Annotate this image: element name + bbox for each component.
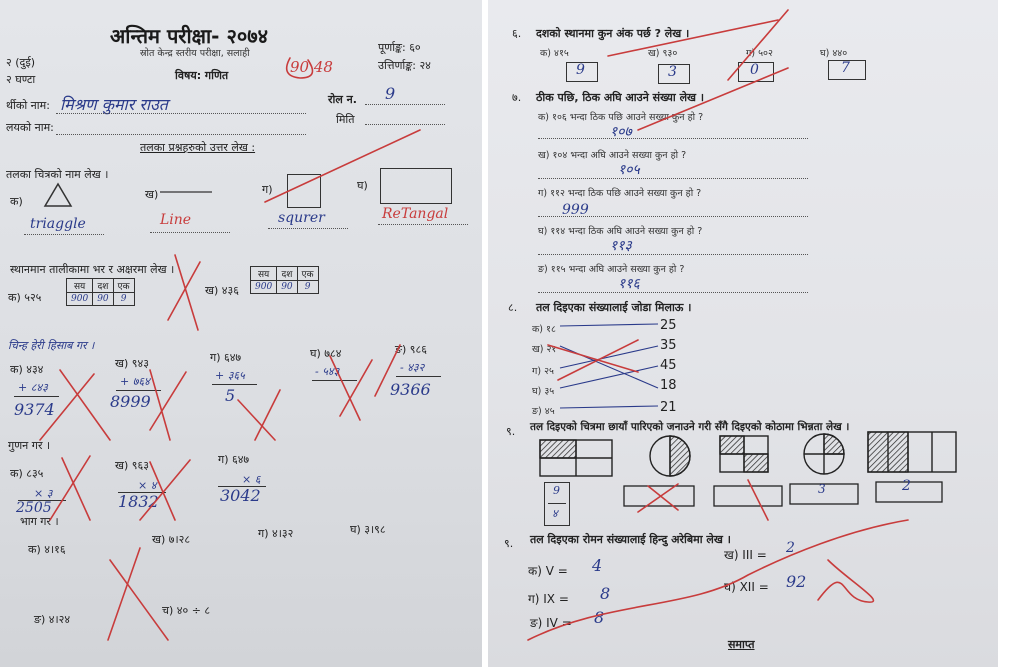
q6-option-a: क) ४१५ (540, 48, 569, 59)
q3-answer-c: 5 (225, 386, 236, 405)
q8-left-a: क) १८ (532, 324, 556, 335)
fraction-figure-1 (540, 440, 612, 476)
q7-question-a: क) १०६ भन्दा ठिक पछि आउने सख्या कुन हो ? (538, 112, 704, 123)
q6-prompt: दशको स्थानमा कुन अंक पर्छ ? लेख । (536, 27, 690, 40)
q3-op-e: - ४३२ (400, 361, 425, 374)
q7-answer-b: १०५ (618, 162, 640, 178)
exam-subtitle: स्रोत केन्द्र स्तरीय परीक्षा, सलाही (140, 48, 250, 59)
q2-label-b: ख) ४३६ (205, 284, 239, 297)
q8-left-c: ग) २५ (532, 366, 554, 377)
pv-header: एक (113, 279, 134, 293)
place-value-table-b (250, 266, 319, 294)
q3-problem-b: ख) ९४३ (115, 357, 149, 370)
q5-problem-c: ग) ४।३२ (258, 527, 294, 540)
score-mark: 90 48 (290, 58, 333, 76)
q3-prompt: चिन्ह हेरी हिसाब गर । (8, 339, 95, 352)
q8-prompt: तल दिइएका संख्यालाई जोडा मिलाऊ । (536, 301, 692, 314)
q7-answer-a: १०७ (610, 124, 632, 140)
roll-label: रोल न. (328, 93, 357, 106)
fraction-figure-2 (650, 436, 690, 476)
pv-header: दश (93, 279, 113, 293)
q10-answer-c: 8 (600, 584, 611, 603)
q4-op-c: × ६ (242, 473, 261, 486)
q10-label-e: ङ) IV = (530, 616, 572, 630)
place-value-table-a (66, 278, 135, 306)
date-label: मिति (336, 113, 355, 126)
q5-problem-d: घ) ३।९८ (350, 523, 386, 536)
end-label: समाप्त (728, 638, 755, 651)
pv-cell: 90 (93, 293, 113, 306)
school-label: लयको नाम: (6, 121, 54, 134)
q1-label-a: क) (10, 195, 23, 208)
q4-answer-a: 2505 (16, 500, 52, 516)
q10-answer-a: 4 (592, 556, 603, 575)
q6-option-d: घ) ४४० (820, 48, 848, 59)
q7-question-b: ख) १०४ भन्दा अघि आउने सख्या कुन हो ? (538, 150, 687, 161)
q8-number: ८. (508, 301, 518, 314)
q7-prompt: ठीक पछि, ठिक अघि आउने संख्या लेख । (536, 91, 705, 104)
q10-label-d: घ) XII = (724, 580, 769, 594)
class-label: २ (दुई) (6, 56, 36, 69)
pv-cell: 9 (113, 293, 134, 306)
rectangle-shape (380, 168, 452, 204)
pv-header: सय (251, 267, 277, 281)
q6-option-b: ख) ९३० (648, 48, 678, 59)
q9-prompt: तल दिइएको चित्रमा छायाँ पारिएको जनाउने गरी सँगै दिइएको कोठामा भिन्नता लेख । (530, 421, 850, 433)
q6-answer-d: 7 (841, 60, 850, 76)
q4-op-a: × ३ (34, 487, 53, 500)
square-shape (287, 174, 321, 208)
q4-problem-b: ख) ९६३ (115, 459, 149, 472)
q4-answer-b: 1832 (118, 492, 159, 511)
q7-answer-c: 999 (562, 202, 589, 218)
q5-problem-a: क) ४।१६ (28, 543, 66, 556)
q3-answer-a: 9374 (14, 400, 55, 419)
fraction-figure-4 (804, 434, 844, 474)
q6-answer-c: 0 (750, 62, 759, 78)
q8-right-5: 21 (660, 400, 677, 415)
pv-cell: 9 (297, 281, 318, 294)
q10-number: ९. (504, 537, 514, 550)
left-exam-page (0, 0, 482, 667)
q10-answer-d: 92 (786, 572, 807, 591)
student-name-label: र्थीको नाम: (6, 99, 50, 112)
q1-answer-d: ReTangal (382, 206, 449, 222)
q8-right-4: 18 (660, 378, 677, 393)
q6-box-c (738, 62, 774, 82)
q3-problem-c: ग) ६४७ (210, 351, 242, 364)
q7-question-d: घ) ११४ भन्दा ठिक अघि आउने सख्या कुन हो ? (538, 226, 703, 237)
q1-prompt: तलका चित्रको नाम लेख । (6, 168, 109, 181)
q9-fraction-bottom: ४ (552, 507, 558, 520)
q7-question-e: ङ) ११५ भन्दा अघि आउने सख्या कुन हो ? (538, 264, 685, 275)
q1-answer-c: squrer (278, 210, 325, 226)
q4-answer-c: 3042 (220, 486, 261, 505)
pv-header: सय (67, 279, 93, 293)
q3-op-c: + ३६५ (215, 369, 245, 382)
q3-op-a: + ८४३ (18, 381, 48, 394)
q8-left-b: ख) २१ (532, 344, 557, 355)
q9-answer-box-3 (714, 486, 782, 506)
pv-cell: 900 (251, 281, 277, 294)
q5-problem-b: ख) ७।२८ (152, 533, 191, 546)
q3-problem-a: क) ४३४ (10, 363, 44, 376)
q1-answer-a: triaggle (30, 216, 86, 232)
fraction-figure-5 (868, 432, 956, 472)
q7-number: ७. (512, 91, 522, 104)
pass-marks: उत्तिर्णाङ्क: २४ (378, 59, 431, 72)
q10-answer-e: 8 (594, 608, 605, 627)
q6-box-a (566, 62, 598, 82)
full-marks: पूर्णाङ्क: ६० (378, 41, 421, 54)
q3-answer-e: 9366 (390, 380, 431, 399)
q10-label-b: ख) III = (724, 548, 767, 562)
instruction-heading: तलका प्रश्नहरुको उत्तर लेख : (140, 141, 256, 154)
time-label: २ घण्टा (6, 73, 36, 86)
q3-problem-e: ङ) ९८६ (395, 343, 427, 356)
q2-prompt: स्थानमान तालीकामा भर र अक्षरमा लेख । (10, 263, 175, 276)
q6-answer-b: 3 (668, 64, 677, 80)
q10-label-a: क) V = (528, 564, 568, 578)
q6-number: ६. (512, 27, 522, 40)
student-name-value: मिश्रण कुमार राउत (60, 95, 168, 114)
q1-label-b: ख) (145, 188, 159, 201)
q8-right-3: 45 (660, 358, 677, 373)
q1-answer-b: Line (160, 212, 192, 228)
pv-header: एक (297, 267, 318, 281)
q4-problem-c: ग) ६४७ (218, 453, 250, 466)
q7-answer-d: ११३ (610, 238, 632, 254)
q5-problem-e: ङ) ४।२४ (34, 613, 71, 626)
q2-label-a: क) ५२५ (8, 291, 42, 304)
q6-box-d (828, 60, 866, 80)
triangle-shape (45, 184, 71, 206)
q9-answer-5: 2 (902, 478, 911, 494)
q10-prompt: तल दिइएका रोमन संख्यालाई हिन्दु अरेबिमा लेख । (530, 533, 731, 546)
q9-answer-4: 3 (818, 482, 826, 496)
q3-op-b: + ७६४ (120, 375, 150, 388)
q6-box-b (658, 64, 690, 84)
q5-prompt: भाग गर । (20, 515, 59, 528)
q1-label-c: ग) (262, 183, 273, 196)
q3-problem-d: घ) ७८४ (310, 347, 342, 360)
pv-cell: 90 (277, 281, 297, 294)
q9-number: ९. (506, 425, 516, 438)
fraction-figure-3 (720, 436, 768, 472)
pv-cell: 900 (67, 293, 93, 306)
q8-right-1: 25 (660, 318, 677, 333)
q4-op-b: × ४ (138, 479, 157, 492)
q6-option-c: ग) ५०२ (746, 48, 773, 59)
q5-problem-f: च) ४० ÷ ८ (162, 604, 211, 617)
q8-left-d: घ) ३५ (532, 386, 555, 397)
q10-label-c: ग) IX = (528, 592, 569, 606)
q10-answer-b: 2 (786, 540, 795, 556)
q4-prompt: गुणन गर । (8, 439, 51, 452)
exam-title: अन्तिम परीक्षा- २०७४ (110, 24, 269, 48)
q6-answer-a: 9 (576, 62, 585, 78)
pv-header: दश (277, 267, 297, 281)
q1-label-d: घ) (357, 179, 368, 192)
subject-label: विषय: गणित (175, 69, 229, 82)
q9-fraction-top: 9 (553, 484, 560, 497)
q4-problem-a: क) ८३५ (10, 467, 44, 480)
right-exam-page (488, 0, 998, 667)
q3-op-d: - ५४३ (315, 365, 340, 378)
q8-right-2: 35 (660, 338, 677, 353)
q7-question-c: ग) ११२ भन्दा ठिक पछि आउने सख्या कुन हो ? (538, 188, 702, 199)
q9-answer-box-1 (544, 482, 570, 526)
q3-answer-b: 8999 (110, 392, 151, 411)
roll-value: 9 (385, 84, 396, 103)
q8-left-e: ङ) ४५ (532, 406, 555, 417)
q9-answer-box-2 (624, 486, 694, 506)
q7-answer-e: ११६ (618, 276, 640, 292)
